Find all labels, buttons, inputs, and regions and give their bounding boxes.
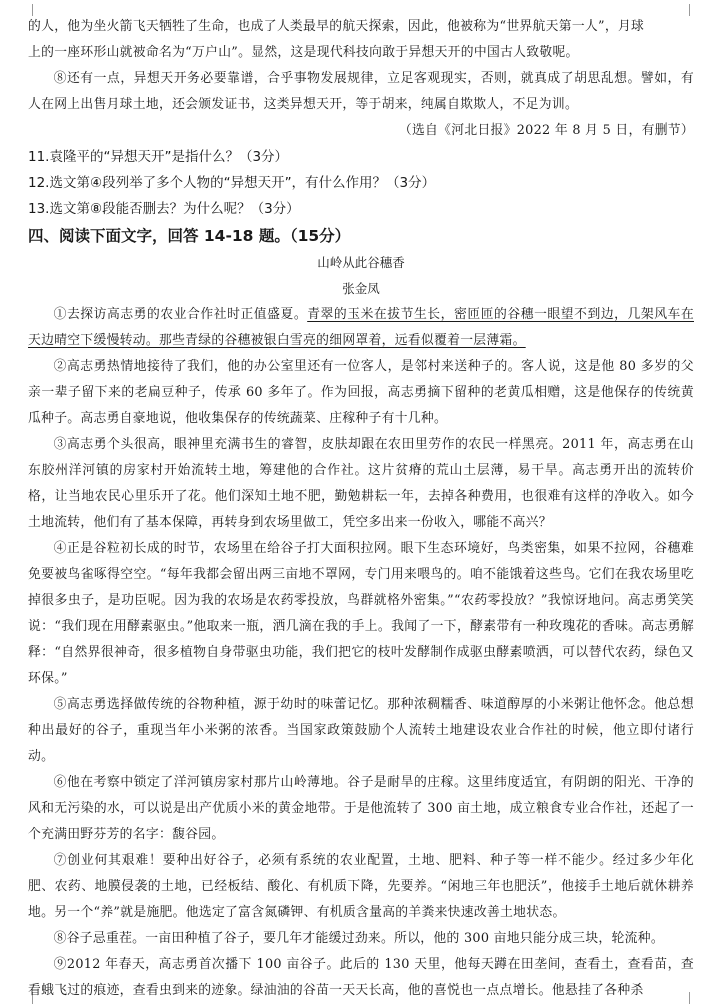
article-paragraph-3: ③高志勇个头很高，眼神里充满书生的睿智，皮肤却跟在农田里劳作的农民一样黑亮。2011 年，高志勇在山东胶州洋河镇的房家村开始流转土地，筹建他的合作社。这片贫瘠的荒山土层薄，易干旱。高志勇开出的流转价格，让当地农民心里乐开了花。他们深知土地不肥，勤勉耕耘一年，去掉各种费用，也很难有这样的净收入。如今土地流转，他们有了基本保障，再转身到农场里做工，凭空多出来一份收入，哪能不高兴？ [28, 437, 694, 530]
paragraph-1-underlined-sentence: 青翠的玉米在拔节生长，密匝匝的谷穗一眼望不到边，几架风车在天边晴空下缓慢转动。那些青绿的谷穗被银白雪亮的细网罩着，远看似覆着一层薄霜。 [28, 307, 694, 348]
article-paragraph-1 [28, 302, 694, 354]
passage-paragraph-7-tail: 的人，他为坐火箭飞天牺牲了生命，也成了人类最早的航天探索，因此，他被称为“世界航天第一人”，月球 [28, 19, 645, 34]
section-heading: 四、阅读下面文字，回答 14-18 题。（15分） [28, 227, 351, 245]
article-paragraph-5: ⑤高志勇选择做传统的谷物种植，源于幼时的味蕾记忆。那种浓稠糯香、味道醇厚的小米粥让他怀念。他总想种出最好的谷子，重现当年小米粥的浓香。当国家政策鼓励个人流转土地建设农业合作社的时候，他立即付诸行动。 [28, 697, 694, 764]
question-12: 12.选文第④段列举了多个人物的“异想天开”，有什么作用？（3分） [28, 175, 436, 191]
passage-source: （选自《河北日报》2022 年 8 月 5 日，有删节） [398, 123, 694, 138]
article-author: 张金凤 [342, 281, 380, 296]
article-title: 山岭从此谷穗香 [317, 255, 405, 270]
paragraph-1-intro: ①去探访高志勇的农业合作社时正值盛夏。 [53, 307, 308, 322]
article-paragraph-6: ⑥他在考察中锁定了洋河镇房家村那片山岭薄地。谷子是耐旱的庄稼。这里纬度适宜，有阴朗的阳光、干净的风和无污染的水，可以说是出产优质小米的黄金地带。于是他流转了 300 亩土地，成立粮食专业合作社，还起了一个充满田野芬芳的名字：馥谷园。 [28, 775, 694, 842]
article-paragraph-2: ②高志勇热情地接待了我们，他的办公室里还有一位客人，是邻村来送种子的。客人说，这是他 80 多岁的父亲一辈子留下来的老扁豆种子，传承 60 多年了。作为回报，高志勇摘下留种的老黄瓜相赠，这是他保存的传统黄瓜种子。高志勇自豪地说，他收集保存的传统蔬菜、庄稼种子有十几种。 [28, 359, 694, 426]
article-paragraph-7: ⑦创业何其艰难！要种出好谷子，必须有系统的农业配置，土地、肥料、种子等一样不能少。经过多少年化肥、农药、地膜侵袭的土地，已经板结、酸化、有机质下降，先要养。“闲地三年也肥沃”，他接手土地后就休耕养地。另一个“养”就是施肥。他选定了富含氮磷钾、有机质含量高的羊粪来快速改善土地状态。 [28, 853, 694, 920]
question-13: 13.选文第⑧段能否删去？为什么呢？（3分） [28, 201, 300, 217]
question-11: 11.袁隆平的“异想天开”是指什么？（3分） [28, 149, 289, 165]
passage-paragraph-7-tail-line2: 上的一座环形山就被命名为“万户山”。显然，这是现代科技向敢于异想天开的中国古人致敬呢。 [28, 45, 579, 60]
article-paragraph-4: ④正是谷粒初长成的时节，农场里在给谷子打大面积拉网。眼下生态环境好，鸟类密集，如果不拉网，谷穗难免要被鸟雀啄得空空。“每年我都会留出两三亩地不罩网，专门用来喂鸟的。咱不能饿着这些鸟。它们在我农场里吃掉很多虫子，是功臣呢。因为我的农场是农药零投放，鸟群就格外密集。”“农药零投放？”我惊讶地问。高志勇笑笑说：“我们现在用酵素驱虫。”他取来一瓶，洒几滴在我的手上。我闻了一下，酵素带有一种玫瑰花的香味。高志勇解释：“自然界很神奇，很多植物自身带驱虫功能，我们把它的枝叶发酵制作成驱虫酵素喷洒，可以替代农药，绿色又环保。” [28, 541, 694, 686]
document-page [28, 14, 694, 1004]
passage-paragraph-8: ⑧还有一点，异想天开务必要靠谱，合乎事物发展规律，立足客观现实，否则，就真成了胡思乱想。譬如，有人在网上出售月球土地，还会颁发证书，这类异想天开，等于胡来，纯属自欺欺人，不足为训。 [28, 71, 694, 112]
article-paragraph-9: ⑨2012 年春天，高志勇首次播下 100 亩谷子。此后的 130 天里，他每天蹲在田垄间，查看土，查看苗，查看蛾飞过的痕迹，查看虫到来的迹象。绿油油的谷苗一天天长高，他的喜悦也一点点增长。他悬挂了各种杀 [28, 957, 694, 998]
article-paragraph-8: ⑧谷子忌重茬。一亩田种植了谷子，要几年才能缓过劲来。所以，他的 300 亩地只能分成三块，轮流种。 [53, 931, 664, 946]
